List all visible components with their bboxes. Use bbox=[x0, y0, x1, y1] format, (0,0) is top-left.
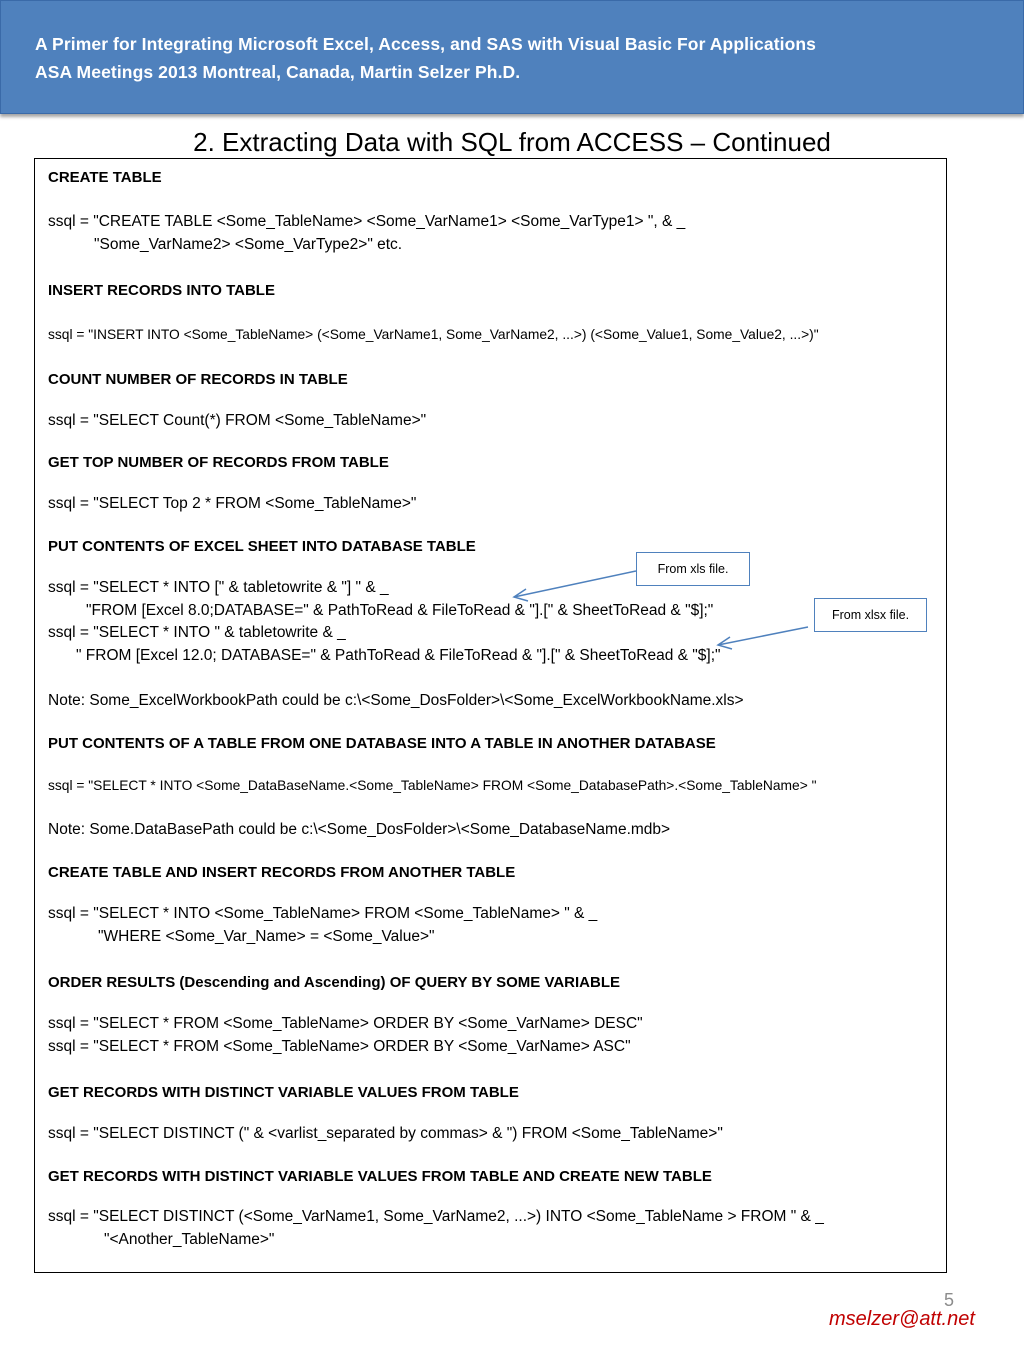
heading-distinct-new-table: GET RECORDS WITH DISTINCT VARIABLE VALUES FROM TABLE AND CREATE NEW TABLE bbox=[48, 1168, 712, 1185]
code-line: ssql = "SELECT Count(*) FROM <Some_TableName>" bbox=[48, 412, 427, 429]
author-email: mselzer@att.net bbox=[829, 1308, 975, 1330]
arrow-xls-line bbox=[514, 571, 636, 597]
code-line: "FROM [Excel 8.0;DATABASE=" & PathToRead & FileToRead & "].[" & SheetToRead & "$];" bbox=[86, 602, 714, 619]
note-line: Note: Some_ExcelWorkbookPath could be c:\<Some_DosFolder>\<Some_ExcelWorkbookName.xls> bbox=[48, 692, 744, 709]
code-line: ssql = "CREATE TABLE <Some_TableName> <Some_VarName1> <Some_VarType1> ", & _ bbox=[48, 213, 686, 230]
code-line: "<Another_TableName>" bbox=[104, 1231, 275, 1248]
heading-create-insert: CREATE TABLE AND INSERT RECORDS FROM ANOTHER TABLE bbox=[48, 864, 516, 881]
code-line: "WHERE <Some_Var_Name> = <Some_Value>" bbox=[98, 928, 435, 945]
code-line: ssql = "SELECT * INTO <Some_DataBaseName.<Some_TableName> FROM <Some_DatabasePath>.<Some_TableName> " bbox=[48, 778, 817, 793]
page-title: 2. Extracting Data with SQL from ACCESS – Continued bbox=[193, 127, 831, 157]
callout-xls: From xls file. bbox=[636, 552, 750, 586]
heading-top-records: GET TOP NUMBER OF RECORDS FROM TABLE bbox=[48, 454, 389, 471]
code-line: " FROM [Excel 12.0; DATABASE=" & PathToRead & FileToRead & "].[" & SheetToRead & "$];" bbox=[76, 647, 721, 664]
code-line: "Some_VarName2> <Some_VarType2>" etc. bbox=[94, 236, 403, 253]
heading-count-records: COUNT NUMBER OF RECORDS IN TABLE bbox=[48, 371, 348, 388]
page-number: 5 bbox=[944, 1290, 955, 1310]
note-line: Note: Some.DataBasePath could be c:\<Some_DosFolder>\<Some_DatabaseName.mdb> bbox=[48, 821, 671, 838]
heading-create-table: CREATE TABLE bbox=[48, 169, 162, 186]
code-line: ssql = "SELECT * FROM <Some_TableName> ORDER BY <Some_VarName> DESC" bbox=[48, 1015, 643, 1032]
heading-distinct-values: GET RECORDS WITH DISTINCT VARIABLE VALUES FROM TABLE bbox=[48, 1084, 519, 1101]
code-line: ssql = "SELECT Top 2 * FROM <Some_TableName>" bbox=[48, 495, 417, 512]
callout-xlsx: From xlsx file. bbox=[814, 598, 927, 632]
code-line: ssql = "INSERT INTO <Some_TableName> (<Some_VarName1, Some_VarName2, ...>) (<Some_Value1, Some_Value2, ...>)" bbox=[48, 327, 819, 342]
code-line: ssql = "SELECT DISTINCT (" & <varlist_separated by commas> & ") FROM <Some_TableName>" bbox=[48, 1125, 723, 1142]
arrow-xlsx-line bbox=[718, 627, 808, 645]
header-line-2: ASA Meetings 2013 Montreal, Canada, Martin Selzer Ph.D. bbox=[35, 62, 521, 82]
heading-excel-sheet: PUT CONTENTS OF EXCEL SHEET INTO DATABASE TABLE bbox=[48, 538, 476, 555]
code-line: ssql = "SELECT * INTO <Some_TableName> FROM <Some_TableName> " & _ bbox=[48, 905, 598, 922]
heading-table-other-database: PUT CONTENTS OF A TABLE FROM ONE DATABASE INTO A TABLE IN ANOTHER DATABASE bbox=[48, 735, 716, 752]
code-line: ssql = "SELECT * INTO " & tabletowrite & _ bbox=[48, 624, 346, 641]
heading-order-results: ORDER RESULTS (Descending and Ascending) OF QUERY BY SOME VARIABLE bbox=[48, 974, 621, 991]
header-line-1: A Primer for Integrating Microsoft Excel, Access, and SAS with Visual Basic For Applications bbox=[35, 34, 817, 54]
code-line: ssql = "SELECT DISTINCT (<Some_VarName1, Some_VarName2, ...>) INTO <Some_TableName > FROM " & _ bbox=[48, 1208, 824, 1225]
code-line: ssql = "SELECT * FROM <Some_TableName> ORDER BY <Some_VarName> ASC" bbox=[48, 1038, 631, 1055]
heading-insert-records: INSERT RECORDS INTO TABLE bbox=[48, 282, 275, 299]
code-line: ssql = "SELECT * INTO [" & tabletowrite & "] " & _ bbox=[48, 579, 389, 596]
